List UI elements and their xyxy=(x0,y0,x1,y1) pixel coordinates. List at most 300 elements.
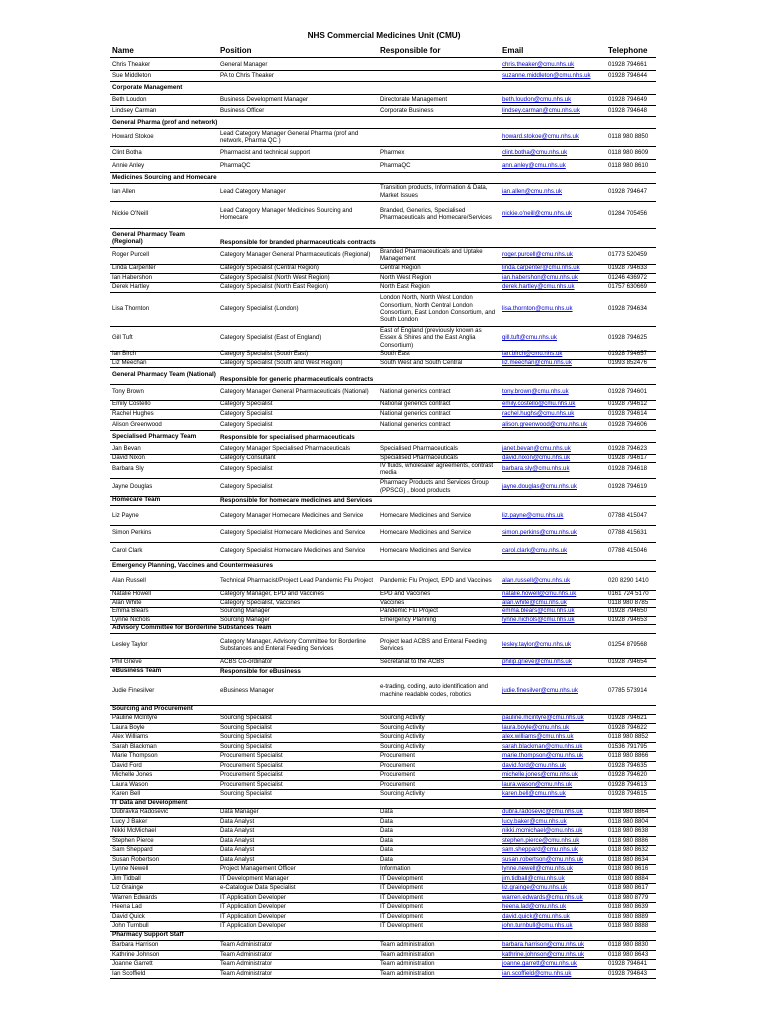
email-link-text[interactable]: kathrine.johnson@cmu.nhs.uk xyxy=(502,950,585,958)
document-title: NHS Commercial Medicines Unit (CMU) xyxy=(307,31,461,40)
staff-email-link[interactable] xyxy=(502,781,606,789)
staff-email-link[interactable] xyxy=(502,894,606,902)
staff-responsibility: Pandemic Flu Project, EPD and Vaccines xyxy=(380,577,492,585)
staff-name: Nikki McMichael xyxy=(112,827,157,835)
row-divider xyxy=(110,419,656,420)
section-responsibility: Responsible for specialised pharmaceuticals xyxy=(220,433,355,441)
staff-email-link[interactable] xyxy=(502,884,606,892)
staff-responsibility: IT Development xyxy=(380,893,423,901)
staff-name: Lucy J Baker xyxy=(112,817,148,825)
staff-position: Lead Category Manager Medicines Sourcing and Homecare xyxy=(220,206,353,221)
email-link-text[interactable]: beth.loudon@cmu.nhs.uk xyxy=(502,96,572,104)
section-heading: General Pharmacy Team (Regional) xyxy=(112,230,186,245)
staff-telephone: 01928 794649 xyxy=(608,96,647,104)
staff-email-link[interactable] xyxy=(502,790,606,798)
staff-responsibility: Pharmacy Products and Services Group (PPSCG) , blood products xyxy=(380,479,489,494)
staff-position: Category Specialist (London) xyxy=(220,305,299,313)
staff-responsibility: North East Region xyxy=(380,283,430,291)
staff-email-link[interactable] xyxy=(502,677,606,704)
staff-email-link[interactable] xyxy=(502,818,606,826)
staff-name: Ian Allen xyxy=(112,187,136,195)
staff-responsibility: Transition products, Information & Data, Market Issues xyxy=(380,184,488,199)
staff-email-link[interactable] xyxy=(502,808,606,816)
column-header-telephone: Telephone xyxy=(608,46,648,55)
staff-responsibility: Project lead ACBS and Enteral Feeding Services xyxy=(380,637,487,652)
staff-name: Jayne Douglas xyxy=(112,482,153,490)
staff-position: Procurement Specialist xyxy=(220,771,283,779)
email-link-text[interactable]: ian.birch@cmu.nhs.uk xyxy=(502,350,563,358)
staff-name: Carol Clark xyxy=(112,547,143,555)
section-heading: IT Data and Development xyxy=(112,799,188,807)
staff-telephone: 0118 980 8785 xyxy=(608,598,649,606)
staff-position: Data Analyst xyxy=(220,855,255,863)
staff-position: Sourcing Specialist xyxy=(220,733,272,741)
email-link-text[interactable]: david.quick@cmu.nhs.uk xyxy=(502,912,570,920)
section-heading: General Pharmacy Team (National) xyxy=(112,371,216,379)
staff-email-link[interactable] xyxy=(502,752,606,760)
staff-telephone: 01284 705456 xyxy=(608,210,647,218)
staff-telephone: 01928 794613 xyxy=(608,780,647,788)
staff-telephone: 07788 415047 xyxy=(608,512,647,520)
row-divider xyxy=(110,442,656,443)
staff-name: Alex Williams xyxy=(112,733,149,741)
staff-email-link[interactable] xyxy=(502,865,606,873)
staff-telephone: 0118 980 8889 xyxy=(608,912,649,920)
staff-name: Phil Grieve xyxy=(112,658,142,666)
email-link-text[interactable]: emma.blears@cmu.nhs.uk xyxy=(502,607,575,615)
email-link-text[interactable]: laura.boyle@cmu.nhs.uk xyxy=(502,723,570,731)
staff-email-link[interactable] xyxy=(502,508,606,524)
staff-position: IT Application Developer xyxy=(220,922,286,930)
staff-position: PA to Chris Theaker xyxy=(220,72,274,80)
staff-position: Sourcing Specialist xyxy=(220,723,272,731)
staff-position: Category Manager Specialised Pharmaceuticals xyxy=(220,445,351,453)
staff-position: Data Analyst xyxy=(220,827,255,835)
email-link-text[interactable]: derek.hartley@cmu.nhs.uk xyxy=(502,283,575,291)
email-link-text[interactable]: simon.perkins@cmu.nhs.uk xyxy=(502,529,577,537)
staff-responsibility: Procurement xyxy=(380,771,415,779)
staff-telephone: 01928 794661 xyxy=(608,61,647,69)
staff-name: Simon Perkins xyxy=(112,529,152,537)
staff-email-link[interactable] xyxy=(502,941,606,949)
staff-telephone: 01928 794653 xyxy=(608,615,647,623)
staff-name: Warren Edwards xyxy=(112,893,158,901)
email-link-text[interactable]: carol.clark@cmu.nhs.uk xyxy=(502,547,568,555)
staff-name: Alison Greenwood xyxy=(112,421,162,429)
staff-responsibility: Specialised Pharmaceuticals xyxy=(380,445,458,453)
staff-responsibility: Vaccines xyxy=(380,598,405,606)
email-link-text[interactable]: jim.tidball@cmu.nhs.uk xyxy=(502,874,565,882)
staff-telephone: 01928 794635 xyxy=(608,761,647,769)
staff-name: Beth Loudon xyxy=(112,96,147,104)
staff-telephone: 0118 980 8850 xyxy=(608,133,649,141)
row-divider xyxy=(110,94,656,95)
staff-name: Sarah Blackman xyxy=(112,742,157,750)
staff-position: Sourcing Specialist xyxy=(220,790,272,798)
staff-responsibility: Specialised Pharmaceuticals xyxy=(380,453,458,461)
staff-email-link[interactable] xyxy=(502,96,606,105)
staff-position: Category Specialist xyxy=(220,482,273,490)
staff-telephone: 01928 794654 xyxy=(608,658,647,666)
email-link-text[interactable]: janet.bevan@cmu.nhs.uk xyxy=(502,445,571,453)
staff-email-link[interactable] xyxy=(502,837,606,845)
staff-email-link[interactable] xyxy=(502,61,606,70)
staff-telephone: 01928 794634 xyxy=(608,305,647,313)
staff-email-link[interactable] xyxy=(502,478,606,495)
staff-position: Category Specialist xyxy=(220,465,273,473)
staff-name: Liz Grainge xyxy=(112,884,144,892)
staff-name: Laura Wason xyxy=(112,780,149,788)
staff-name: Michelle Jones xyxy=(112,771,153,779)
staff-telephone: 0161 724 5170 xyxy=(608,590,649,598)
email-link-text[interactable]: barbara.sly@cmu.nhs.uk xyxy=(502,465,570,473)
email-link-text[interactable]: howard.stokoe@cmu.nhs.uk xyxy=(502,133,579,141)
email-link-text[interactable]: alan.white@cmu.nhs.uk xyxy=(502,598,567,606)
staff-email-link[interactable] xyxy=(502,72,606,81)
email-link-text[interactable]: emily.costello@cmu.nhs.uk xyxy=(502,400,576,408)
staff-email-link[interactable] xyxy=(502,875,606,883)
staff-telephone: 01928 794619 xyxy=(608,482,647,490)
email-link-text[interactable]: nikki.mcmichael@cmu.nhs.uk xyxy=(502,827,583,835)
staff-name: Judie Finesilver xyxy=(112,686,155,694)
staff-email-link[interactable] xyxy=(502,421,606,429)
staff-email-link[interactable] xyxy=(502,183,606,200)
staff-position: PharmaQC xyxy=(220,162,251,170)
staff-name: Nickie O'Neill xyxy=(112,210,149,218)
staff-name: Joanne Garrett xyxy=(112,960,153,968)
staff-name: Emily Costello xyxy=(112,400,151,408)
staff-email-link[interactable] xyxy=(502,147,606,158)
section-heading: Homecare Team xyxy=(112,496,161,504)
email-link-text[interactable]: heena.lad@cmu.nhs.uk xyxy=(502,903,567,911)
staff-name: Barbara Harrison xyxy=(112,941,159,949)
column-header-name: Name xyxy=(112,46,134,55)
staff-telephone: 01928 794650 xyxy=(608,607,647,615)
staff-telephone: 01928 794647 xyxy=(608,187,647,195)
email-link-text[interactable]: susan.robertson@cmu.nhs.uk xyxy=(502,855,584,863)
staff-email-link[interactable] xyxy=(502,107,606,116)
email-link-text[interactable]: lisa.thornton@cmu.nhs.uk xyxy=(502,305,573,313)
staff-responsibility: Team administration xyxy=(380,960,435,968)
staff-email-link[interactable] xyxy=(502,590,606,598)
staff-responsibility: EPD and Vaccines xyxy=(380,590,431,598)
staff-position: Category Specialist (South and West Region) xyxy=(220,358,343,366)
staff-telephone: 01928 794618 xyxy=(608,465,647,473)
staff-email-link[interactable] xyxy=(502,264,606,272)
staff-email-link[interactable] xyxy=(502,326,606,350)
email-link-text[interactable]: nickie.o'neill@cmu.nhs.uk xyxy=(502,210,573,218)
staff-position: Pharmacist and technical support xyxy=(220,148,311,156)
staff-name: Chris Theaker xyxy=(112,61,151,69)
staff-telephone: 01246 436972 xyxy=(608,273,647,281)
staff-telephone: 0118 980 8638 xyxy=(608,827,649,835)
email-link-text[interactable]: karen.bell@cmu.nhs.uk xyxy=(502,790,566,798)
staff-responsibility: Procurement xyxy=(380,780,415,788)
staff-email-link[interactable] xyxy=(502,201,606,227)
staff-telephone: 0118 980 8884 xyxy=(608,874,649,882)
staff-responsibility: Homecare Medicines and Service xyxy=(380,512,472,520)
staff-responsibility: Branded Pharmaceuticals and Uptake Management xyxy=(380,247,483,262)
staff-email-link[interactable] xyxy=(502,970,606,978)
staff-position: Procurement Specialist xyxy=(220,780,283,788)
staff-telephone: 0118 980 8804 xyxy=(608,817,649,825)
section-responsibility: Responsible for homecare medicines and Services xyxy=(220,496,373,504)
staff-email-link[interactable] xyxy=(502,714,606,722)
staff-telephone: 07785 573914 xyxy=(608,686,647,694)
staff-telephone: 0118 980 8779 xyxy=(608,893,649,901)
email-link-text[interactable]: ann.anley@cmu.nhs.uk xyxy=(502,162,566,170)
staff-position: Category Manager General Pharmaceuticals (National) xyxy=(220,387,369,395)
staff-email-link[interactable] xyxy=(502,771,606,779)
column-header-responsible: Responsible for xyxy=(380,46,441,55)
staff-name: Sue Middleton xyxy=(112,72,151,80)
staff-telephone: 01928 794644 xyxy=(608,72,647,80)
staff-telephone: 01928 794648 xyxy=(608,107,647,115)
email-link-text[interactable]: alison.greenwood@cmu.nhs.uk xyxy=(502,421,588,429)
staff-email-link[interactable] xyxy=(502,274,606,282)
staff-responsibility: IT Development xyxy=(380,874,423,882)
staff-position: Category Specialist (North West Region) xyxy=(220,273,330,281)
staff-email-link[interactable] xyxy=(502,743,606,751)
email-link-text[interactable]: lesley.taylor@cmu.nhs.uk xyxy=(502,641,572,649)
email-link-text[interactable]: ian.allen@cmu.nhs.uk xyxy=(502,187,563,195)
staff-name: Gill Tuft xyxy=(112,334,133,342)
staff-name: Roger Purcell xyxy=(112,251,149,259)
staff-email-link[interactable] xyxy=(502,616,606,624)
staff-email-link[interactable] xyxy=(502,733,606,741)
staff-responsibility: Corporate Business xyxy=(380,107,434,115)
staff-responsibility: Data xyxy=(380,827,393,835)
staff-email-link[interactable] xyxy=(502,350,606,358)
email-link-text[interactable]: jayne.douglas@cmu.nhs.uk xyxy=(502,482,577,490)
email-link-text[interactable]: rachel.hughs@cmu.nhs.uk xyxy=(502,410,575,418)
staff-telephone: 01928 794633 xyxy=(608,264,647,272)
staff-telephone: 01928 794622 xyxy=(608,723,647,731)
staff-email-link[interactable] xyxy=(502,359,606,367)
staff-position: Team Administrator xyxy=(220,960,273,968)
staff-position: Technical Pharmacist/Project Lead Pandemic Flu Project xyxy=(220,577,374,585)
email-link-text[interactable]: dubra.radosevic@cmu.nhs.uk xyxy=(502,808,583,816)
staff-email-link[interactable] xyxy=(502,633,606,657)
email-link-text[interactable]: lynne.newell@cmu.nhs.uk xyxy=(502,865,573,873)
staff-position: Team Administrator xyxy=(220,950,273,958)
section-heading: Medicines Sourcing and Homecare xyxy=(112,173,217,181)
staff-telephone: 01928 794617 xyxy=(608,453,647,461)
staff-email-link[interactable] xyxy=(502,724,606,732)
staff-position: e-Catalogue Data Specialist xyxy=(220,884,296,892)
email-link-text[interactable]: natalie.howell@cmu.nhs.uk xyxy=(502,590,577,598)
email-link-text[interactable]: liz.payne@cmu.nhs.uk xyxy=(502,512,564,520)
staff-email-link[interactable] xyxy=(502,599,606,607)
email-link-text[interactable]: alan.russell@cmu.nhs.uk xyxy=(502,577,571,585)
column-header-email: Email xyxy=(502,46,524,55)
staff-name: Derek Hartley xyxy=(112,283,150,291)
staff-email-link[interactable] xyxy=(502,922,606,930)
staff-position: Data Analyst xyxy=(220,817,255,825)
staff-responsibility: Sourcing Activity xyxy=(380,723,425,731)
staff-responsibility: Data xyxy=(380,808,393,816)
staff-telephone: 01928 794657 xyxy=(608,350,647,358)
email-link-text[interactable]: ian.scoffield@cmu.nhs.uk xyxy=(502,969,572,977)
email-link-text[interactable]: liz.meechan@cmu.nhs.uk xyxy=(502,358,572,366)
staff-telephone: 0118 980 8830 xyxy=(608,941,649,949)
staff-responsibility: National generics contract xyxy=(380,421,451,429)
row-divider xyxy=(110,978,656,979)
email-link-text[interactable]: alex.williams@cmu.nhs.uk xyxy=(502,733,574,741)
staff-email-link[interactable] xyxy=(502,658,606,666)
staff-name: Lindsey Carman xyxy=(112,107,157,115)
staff-name: Susan Robertson xyxy=(112,855,160,863)
staff-email-link[interactable] xyxy=(502,293,606,326)
staff-responsibility: IT Development xyxy=(380,903,423,911)
email-link-text[interactable]: marie.thompson@cmu.nhs.uk xyxy=(502,752,584,760)
email-link-text[interactable]: barbara.harrison@cmu.nhs.uk xyxy=(502,941,585,949)
email-link-text[interactable]: pauline.mcintyre@cmu.nhs.uk xyxy=(502,714,584,722)
staff-telephone: 0118 980 8888 xyxy=(608,922,649,930)
staff-telephone: 01928 794643 xyxy=(608,969,647,977)
staff-name: Lisa Thornton xyxy=(112,305,150,313)
staff-responsibility: Directorate Management xyxy=(380,96,448,104)
email-link-text[interactable]: lucy.baker@cmu.nhs.uk xyxy=(502,817,567,825)
staff-position: Data Analyst xyxy=(220,836,255,844)
staff-email-link[interactable] xyxy=(502,283,606,291)
staff-name: Emma Blears xyxy=(112,607,149,615)
row-divider xyxy=(110,560,656,561)
staff-name: John Turnbull xyxy=(112,922,149,930)
staff-email-link[interactable] xyxy=(502,913,606,921)
email-link-text[interactable]: sam.sheppard@cmu.nhs.uk xyxy=(502,846,578,854)
staff-telephone: 01536 791795 xyxy=(608,742,647,750)
staff-name: Ian Habershon xyxy=(112,273,152,281)
staff-email-link[interactable] xyxy=(502,607,606,615)
staff-telephone: 01928 794615 xyxy=(608,790,647,798)
row-divider xyxy=(110,228,656,229)
email-link-text[interactable]: clint.botha@cmu.nhs.uk xyxy=(502,148,568,156)
staff-telephone: 0118 980 8634 xyxy=(608,855,649,863)
row-divider xyxy=(110,430,656,431)
staff-position: Sourcing Specialist xyxy=(220,742,272,750)
staff-responsibility: Homecare Medicines and Service xyxy=(380,547,472,555)
staff-position: Category Specialist xyxy=(220,410,273,418)
section-heading: Emergency Planning, Vaccines and Countermeasures xyxy=(112,562,273,570)
section-responsibility: Responsible for branded pharmaceuticals contracts xyxy=(220,238,376,246)
staff-email-link[interactable] xyxy=(502,543,606,559)
email-link-text[interactable]: linda.carpenter@cmu.nhs.uk xyxy=(502,264,580,272)
staff-name: Jim Tidball xyxy=(112,874,141,882)
email-link-text[interactable]: lynne.nichols@cmu.nhs.uk xyxy=(502,615,575,623)
email-link-text[interactable]: roger.purcell@cmu.nhs.uk xyxy=(502,251,573,259)
section-heading: eBusiness Team xyxy=(112,667,162,675)
staff-name: Sam Sheppard xyxy=(112,846,153,854)
staff-email-link[interactable] xyxy=(502,461,606,477)
staff-position: Category Specialist xyxy=(220,421,273,429)
email-link-text[interactable]: warren.edwards@cmu.nhs.uk xyxy=(502,893,583,901)
staff-responsibility: Homecare Medicines and Service xyxy=(380,529,472,537)
staff-responsibility: Branded, Generics, Specialised Pharmaceuticals and Homecare/Services xyxy=(380,206,492,221)
staff-email-link[interactable] xyxy=(502,762,606,770)
email-link-text[interactable]: chris.theaker@cmu.nhs.uk xyxy=(502,61,575,69)
staff-email-link[interactable] xyxy=(502,400,606,408)
staff-position: Category Specialist Homecare Medicines and Service xyxy=(220,529,366,537)
email-link-text[interactable]: philip.grieve@cmu.nhs.uk xyxy=(502,658,572,666)
staff-responsibility: Data xyxy=(380,846,393,854)
staff-responsibility: Sourcing Activity xyxy=(380,790,425,798)
staff-email-link[interactable] xyxy=(502,247,606,263)
staff-responsibility: East of England (previously known as Essex & Shires and the East Anglia Consortium) xyxy=(380,327,482,349)
staff-responsibility: Emergency Planning xyxy=(380,615,437,623)
email-link-text[interactable]: sarah.blackman@cmu.nhs.uk xyxy=(502,742,583,750)
staff-responsibility: IT Development xyxy=(380,912,423,920)
staff-position: eBusiness Manager xyxy=(220,686,274,694)
staff-telephone: 01928 794601 xyxy=(608,387,647,395)
email-link-text[interactable]: lindsey.carman@cmu.nhs.uk xyxy=(502,107,580,115)
staff-email-link[interactable] xyxy=(502,846,606,854)
email-link-text[interactable]: gill.tuft@cmu.nhs.uk xyxy=(502,334,557,342)
staff-position: Business Officer xyxy=(220,107,265,115)
email-link-text[interactable]: michelle.jones@cmu.nhs.uk xyxy=(502,771,578,779)
staff-name: Lesley Taylor xyxy=(112,641,148,649)
staff-position: Lead Category Manager General Pharma (prof and network, Pharma QC ) xyxy=(220,129,359,144)
staff-position: Category Specialist (North East Region) xyxy=(220,283,329,291)
staff-email-link[interactable] xyxy=(502,856,606,864)
staff-position: ACBS Co-ordinator xyxy=(220,658,273,666)
staff-email-link[interactable] xyxy=(502,903,606,911)
staff-email-link[interactable] xyxy=(502,525,606,541)
email-link-text[interactable]: tony.brown@cmu.nhs.uk xyxy=(502,387,569,395)
staff-name: Laura Boyle xyxy=(112,723,145,731)
staff-email-link[interactable] xyxy=(502,573,606,589)
email-link-text[interactable]: suzanne.middleton@cmu.nhs.uk xyxy=(502,72,591,80)
email-link-text[interactable]: ian.habershon@cmu.nhs.uk xyxy=(502,273,578,281)
staff-responsibility: National generics contract xyxy=(380,387,451,395)
staff-responsibility: Team administration xyxy=(380,941,435,949)
email-link-text[interactable]: liz.grainge@cmu.nhs.uk xyxy=(502,884,568,892)
email-link-text[interactable]: john.turnbull@cmu.nhs.uk xyxy=(502,922,573,930)
staff-email-link[interactable] xyxy=(502,445,606,453)
staff-email-link[interactable] xyxy=(502,384,606,400)
email-link-text[interactable]: judie.finesilver@cmu.nhs.uk xyxy=(502,686,578,694)
email-link-text[interactable]: david.ford@cmu.nhs.uk xyxy=(502,761,567,769)
staff-responsibility: IT Development xyxy=(380,884,423,892)
staff-responsibility: Team administration xyxy=(380,950,435,958)
staff-name: Annie Anley xyxy=(112,162,145,170)
staff-email-link[interactable] xyxy=(502,161,606,171)
staff-email-link[interactable] xyxy=(502,129,606,145)
staff-responsibility: Data xyxy=(380,855,393,863)
section-heading: Pharmacy Support Staff xyxy=(112,931,184,939)
email-link-text[interactable]: stephen.pierce@cmu.nhs.uk xyxy=(502,836,580,844)
staff-telephone: 01928 794612 xyxy=(608,400,647,408)
staff-telephone: 0118 980 8864 xyxy=(608,808,649,816)
staff-email-link[interactable] xyxy=(502,960,606,968)
staff-telephone: 01993 852476 xyxy=(608,358,647,366)
staff-telephone: 0118 980 8617 xyxy=(608,884,649,892)
staff-email-link[interactable] xyxy=(502,827,606,835)
staff-telephone: 0118 980 8643 xyxy=(608,950,649,958)
email-link-text[interactable]: joanne.garrett@cmu.nhs.uk xyxy=(502,960,577,968)
staff-position: Lead Category Manager xyxy=(220,187,286,195)
email-link-text[interactable]: laura.wason@cmu.nhs.uk xyxy=(502,780,573,788)
staff-name: Jan Bevan xyxy=(112,445,141,453)
staff-telephone: 01928 794623 xyxy=(608,445,647,453)
staff-responsibility: North West Region xyxy=(380,273,432,281)
email-link-text[interactable]: david.nixon@cmu.nhs.uk xyxy=(502,453,571,461)
staff-email-link[interactable] xyxy=(502,410,606,418)
staff-email-link[interactable] xyxy=(502,951,606,959)
staff-telephone: 0118 980 8852 xyxy=(608,733,649,741)
staff-name: Stephen Pierce xyxy=(112,836,154,844)
row-divider xyxy=(110,81,656,82)
